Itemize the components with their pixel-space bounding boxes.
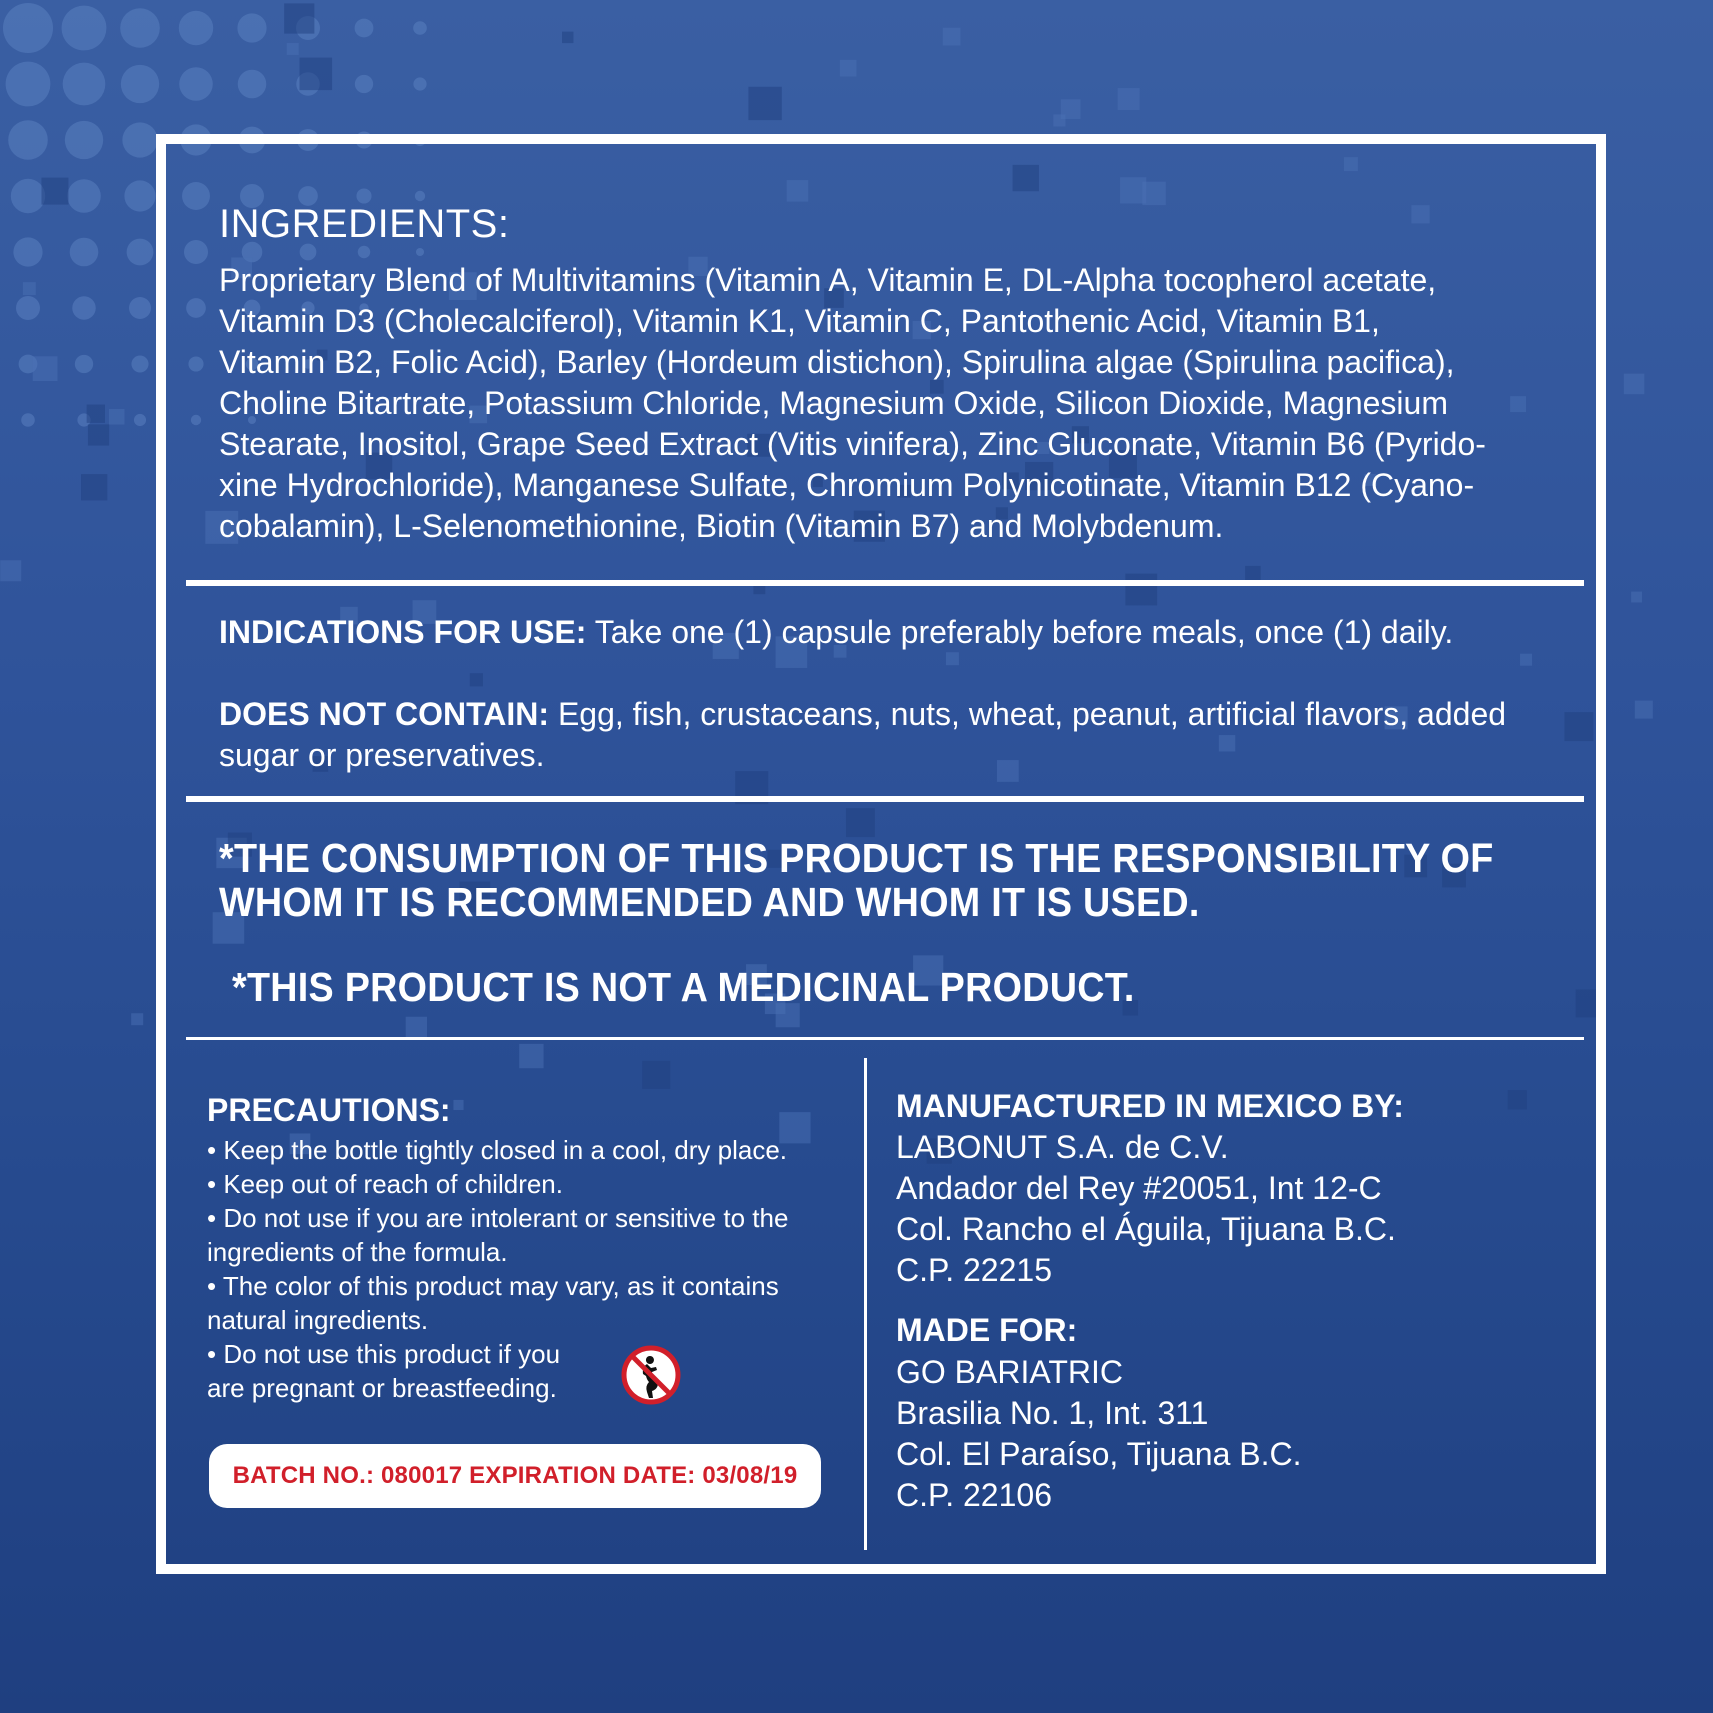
address-line: C.P. 22215: [896, 1252, 1052, 1288]
halftone-square: [33, 356, 58, 381]
halftone-dot: [16, 296, 40, 320]
address-line: GO BARIATRIC: [896, 1354, 1123, 1390]
manufacturer-address: [896, 1127, 1396, 1291]
halftone-square: [131, 1013, 143, 1025]
does-not-contain-label: DOES NOT CONTAIN:: [219, 696, 550, 732]
halftone-square: [840, 60, 857, 77]
indications-label: INDICATIONS FOR USE:: [219, 614, 587, 650]
halftone-square: [1118, 88, 1140, 110]
halftone-square: [1631, 592, 1642, 603]
halftone-dot: [355, 75, 373, 93]
halftone-square: [41, 178, 68, 205]
halftone-dot: [13, 237, 42, 266]
halftone-dot: [129, 297, 151, 319]
made-for-address: [896, 1352, 1302, 1516]
precaution-item: • Keep out of reach of children.: [207, 1169, 563, 1199]
does-not-contain-text-2: sugar or preservatives.: [219, 737, 545, 773]
manufacturer-heading: MANUFACTURED IN MEXICO BY:: [896, 1088, 1404, 1124]
halftone-square: [300, 58, 333, 91]
halftone-dot: [6, 62, 51, 107]
halftone-dot: [63, 63, 106, 106]
halftone-dot: [238, 70, 267, 99]
warning-line: *THE CONSUMPTION OF THIS PRODUCT IS THE RESPONSIBILITY OF: [219, 835, 1494, 881]
address-line: Brasilia No. 1, Int. 311: [896, 1395, 1209, 1431]
indications-text: Take one (1) capsule preferably before meals, once (1) daily.: [586, 614, 1454, 650]
precautions-list: [207, 1133, 867, 1405]
halftone-dot: [11, 179, 45, 213]
ingredients-line: Vitamin D3 (Cholecalciferol), Vitamin K1, Vitamin C, Pantothenic Acid, Vitamin B1,: [219, 303, 1380, 339]
halftone-dot: [124, 180, 155, 211]
halftone-dot: [62, 6, 107, 51]
halftone-dot: [75, 355, 93, 373]
halftone-dot: [237, 13, 266, 42]
halftone-square: [748, 87, 781, 120]
ingredients-line: Stearate, Inositol, Grape Seed Extract (Vitis vinifera), Zinc Gluconate, Vitamin B6 (Pyrido-: [219, 426, 1486, 462]
precaution-item: natural ingredients.: [207, 1305, 429, 1335]
halftone-dot: [72, 296, 95, 319]
halftone-dot: [67, 179, 101, 213]
halftone-dot: [355, 19, 374, 38]
ingredients-line: cobalamin), L-Selenomethionine, Biotin (Vitamin B7) and Molybdenum.: [219, 508, 1224, 544]
halftone-dot: [131, 355, 148, 372]
halftone-square: [1624, 374, 1645, 395]
halftone-dot: [413, 21, 427, 35]
halftone-dot: [8, 120, 48, 160]
halftone-square: [562, 32, 573, 43]
ingredients-line: Vitamin B2, Folic Acid), Barley (Hordeum distichon), Spirulina algae (Spirulina pacifica),: [219, 344, 1455, 380]
precaution-item: are pregnant or breastfeeding.: [207, 1373, 557, 1403]
halftone-square: [81, 474, 107, 500]
halftone-dot: [21, 413, 35, 427]
halftone-dot: [134, 414, 146, 426]
halftone-dot: [120, 8, 160, 48]
halftone-square: [943, 28, 961, 46]
halftone-dot: [70, 238, 99, 267]
ingredients-line: Choline Bitartrate, Potassium Chloride, Magnesium Oxide, Silicon Dioxide, Magnesium: [219, 385, 1448, 421]
address-line: C.P. 22106: [896, 1477, 1052, 1513]
ingredients-line: xine Hydrochloride), Manganese Sulfate, Chromium Polynicotinate, Vitamin B12 (Cyano-: [219, 467, 1475, 503]
divider: [186, 796, 1584, 802]
warning-line: *THIS PRODUCT IS NOT A MEDICINAL PRODUCT.: [232, 964, 1135, 1010]
no-pregnancy-icon: [620, 1344, 682, 1406]
ingredients-heading: INGREDIENTS:: [219, 202, 510, 246]
address-line: Col. El Paraíso, Tijuana B.C.: [896, 1436, 1302, 1472]
halftone-square: [1053, 114, 1065, 126]
does-not-contain: [219, 694, 1506, 776]
halftone-square: [1635, 701, 1653, 719]
halftone-square: [284, 3, 314, 33]
halftone-square: [0, 560, 21, 581]
ingredients-line: Proprietary Blend of Multivitamins (Vitamin A, Vitamin E, DL-Alpha tocopherol acetate,: [219, 262, 1437, 298]
ingredients-text: [219, 260, 1551, 547]
halftone-square: [88, 424, 109, 445]
halftone-dot: [3, 3, 53, 53]
precaution-item: • The color of this product may vary, as it contains: [207, 1271, 779, 1301]
halftone-dot: [179, 67, 213, 101]
divider: [186, 580, 1584, 586]
halftone-dot: [65, 121, 103, 159]
precaution-item: • Keep the bottle tightly closed in a cool, dry place.: [207, 1135, 787, 1165]
precaution-item: • Do not use this product if you: [207, 1339, 561, 1369]
halftone-dot: [122, 122, 157, 157]
address-line: Col. Rancho el Águila, Tijuana B.C.: [896, 1211, 1396, 1247]
precaution-item: ingredients of the formula.: [207, 1237, 508, 1267]
halftone-dot: [127, 239, 154, 266]
divider: [186, 1037, 1584, 1040]
does-not-contain-text: Egg, fish, crustaceans, nuts, wheat, peanut, artificial flavors, added: [549, 696, 1507, 732]
halftone-square: [287, 43, 299, 55]
made-for-heading: MADE FOR:: [896, 1312, 1078, 1348]
halftone-square: [109, 409, 125, 425]
halftone-square: [23, 282, 36, 295]
address-line: LABONUT S.A. de C.V.: [896, 1129, 1229, 1165]
precautions-heading: PRECAUTIONS:: [207, 1092, 451, 1128]
precaution-item: • Do not use if you are intolerant or sensitive to the: [207, 1203, 789, 1233]
address-line: Andador del Rey #20051, Int 12-C: [896, 1170, 1382, 1206]
indications: [219, 612, 1453, 653]
halftone-dot: [413, 77, 426, 90]
batch-expiration-badge: BATCH NO.: 080017 EXPIRATION DATE: 03/08/19: [209, 1444, 821, 1508]
halftone-dot: [121, 65, 159, 103]
halftone-dot: [179, 11, 213, 45]
halftone-square: [87, 405, 105, 423]
warning-line: WHOM IT IS RECOMMENDED AND WHOM IT IS USED.: [219, 879, 1200, 925]
